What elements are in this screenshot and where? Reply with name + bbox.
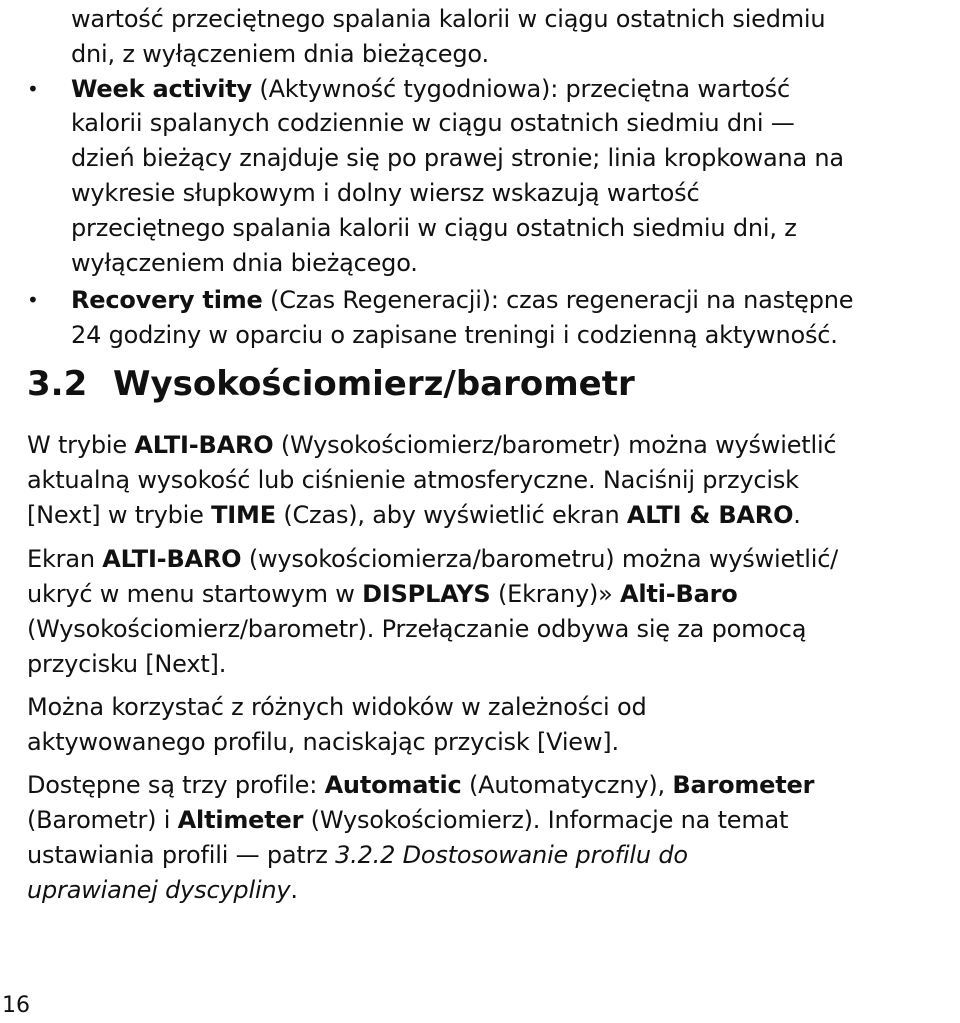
continuation-line-1: wartość przeciętnego spalania kalorii w ciągu ostatnich siedmiu: [71, 5, 826, 33]
p1-line-3: [Next] w trybie TIME (Czas), aby wyświetlić ekran ALTI & BARO.: [27, 501, 801, 529]
bullet-dot-week-activity: •: [27, 77, 39, 101]
p1-line-1: W trybie ALTI-BARO (Wysokościomierz/barometr) można wyświetlić: [27, 431, 837, 459]
p2-line-2: ukryć w menu startowym w DISPLAYS (Ekrany)» Alti-Baro: [27, 580, 738, 608]
p2-line-4: przycisku [Next].: [27, 650, 227, 678]
p4-line-3: ustawiania profili — patrz 3.2.2 Dostosowanie profilu do: [27, 841, 688, 869]
recovery-time-line-1: Recovery time (Czas Regeneracji): czas regeneracji na następne: [71, 286, 854, 314]
p4-line-1: Dostępne są trzy profile: Automatic (Automatyczny), Barometer: [27, 771, 815, 799]
week-activity-line-5: przeciętnego spalania kalorii w ciągu ostatnich siedmiu dni, z: [71, 214, 797, 242]
week-activity-line-4: wykresie słupkowym i dolny wiersz wskazują wartość: [71, 179, 700, 207]
section-title: Wysokościomierz/barometr: [113, 364, 635, 404]
term-week-activity: Week activity: [71, 75, 252, 103]
p4-line-2: (Barometr) i Altimeter (Wysokościomierz). Informacje na temat: [27, 806, 789, 834]
recovery-time-line-2: 24 godziny w oparciu o zapisane treningi i codzienną aktywność.: [71, 321, 838, 349]
p2-line-1: Ekran ALTI-BARO (wysokościomierza/barometru) można wyświetlić/: [27, 545, 839, 573]
term-recovery-time: Recovery time: [71, 286, 263, 314]
week-activity-line-2: kalorii spalanych codziennie w ciągu ostatnich siedmiu dni —: [71, 109, 795, 137]
p4-line-4: uprawianej dyscypliny.: [27, 876, 298, 904]
week-activity-line-1: Week activity (Aktywność tygodniowa): przeciętna wartość: [71, 75, 790, 103]
page-number: 16: [2, 993, 30, 1018]
p3-line-2: aktywowanego profilu, naciskając przycisk [View].: [27, 728, 619, 756]
cross-reference-link: 3.2.2 Dostosowanie profilu do: [335, 841, 688, 869]
week-activity-line-6: wyłączeniem dnia bieżącego.: [71, 249, 418, 277]
p2-line-3: (Wysokościomierz/barometr). Przełączanie odbywa się za pomocą: [27, 615, 807, 643]
continuation-line-2: dni, z wyłączeniem dnia bieżącego.: [71, 40, 489, 68]
p1-line-2: aktualną wysokość lub ciśnienie atmosferyczne. Naciśnij przycisk: [27, 466, 799, 494]
p3-line-1: Można korzystać z różnych widoków w zależności od: [27, 693, 647, 721]
section-number: 3.2: [27, 364, 88, 404]
cross-reference-link-cont: uprawianej dyscypliny: [27, 876, 291, 904]
week-activity-line-3: dzień bieżący znajduje się po prawej stronie; linia kropkowana na: [71, 144, 844, 172]
bullet-dot-recovery-time: •: [27, 288, 39, 312]
section-heading: [27, 362, 635, 406]
